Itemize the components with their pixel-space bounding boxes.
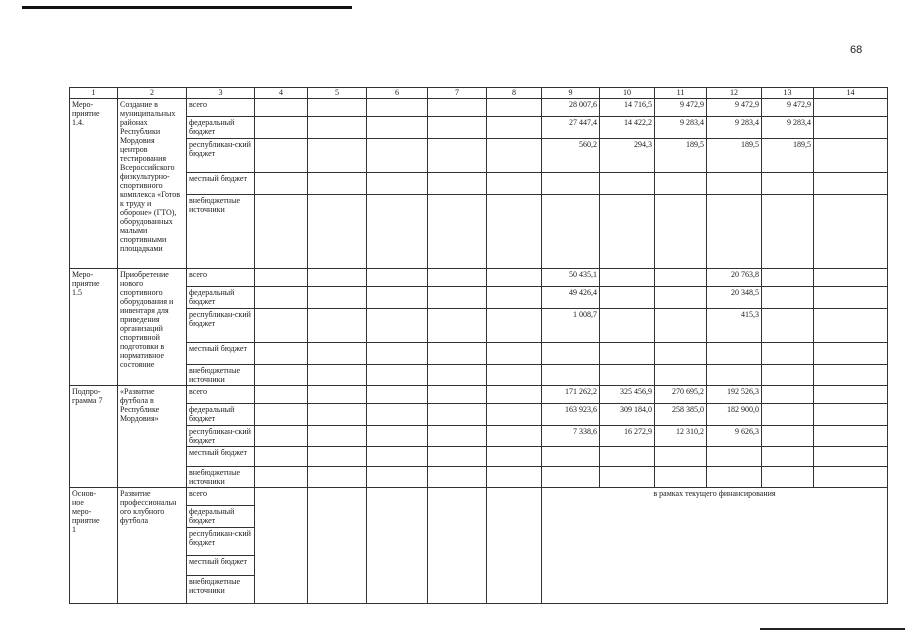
funding-source-cell: федеральный бюджет — [187, 117, 255, 139]
value-cell — [428, 139, 487, 173]
value-cell — [367, 195, 428, 269]
value-cell — [600, 447, 655, 467]
value-cell — [308, 426, 367, 447]
value-cell: 7 338,6 — [542, 426, 600, 447]
measure-name-cell: Создание в муниципальных районах Республики Мордовия центров тестирования Всероссийского физкультурно-спортивного комплекса «Готов к труду и обороне» (ГТО), оборудованных малыми спортивными площадками — [118, 99, 187, 269]
funding-source-cell: всего — [187, 386, 255, 404]
value-cell — [255, 195, 308, 269]
column-header: 10 — [600, 88, 655, 99]
value-cell: 9 283,4 — [707, 117, 762, 139]
measure-name-cell: Развитие профессиональн ого клубного футбола — [118, 488, 187, 604]
value-cell — [762, 386, 814, 404]
funding-source-cell: внебюджетные источники — [187, 365, 255, 386]
table-row — [70, 404, 888, 426]
value-cell — [308, 404, 367, 426]
value-cell — [542, 447, 600, 467]
value-cell — [655, 269, 707, 287]
value-cell — [367, 269, 428, 287]
value-cell — [428, 343, 487, 365]
funding-source-cell: федеральный бюджет — [187, 287, 255, 309]
value-cell — [255, 404, 308, 426]
value-cell — [428, 386, 487, 404]
value-cell — [308, 343, 367, 365]
scan-edge-mark-bottom — [760, 628, 905, 630]
value-cell — [542, 343, 600, 365]
value-cell — [814, 287, 888, 309]
value-cell — [814, 365, 888, 386]
value-cell — [600, 467, 655, 488]
table-row — [70, 467, 888, 488]
value-cell — [367, 365, 428, 386]
funding-source-cell: внебюджетные источники — [187, 467, 255, 488]
value-cell: 270 695,2 — [655, 386, 707, 404]
funding-source-cell: местный бюджет — [187, 343, 255, 365]
funding-source-cell: республикан-ский бюджет — [187, 426, 255, 447]
value-cell — [655, 447, 707, 467]
value-cell — [367, 309, 428, 343]
value-cell — [655, 195, 707, 269]
measure-code-cell: Меро- приятие 1.4. — [70, 99, 118, 269]
value-cell: 20 763,8 — [707, 269, 762, 287]
value-cell — [255, 426, 308, 447]
value-cell — [367, 447, 428, 467]
table-row — [70, 99, 888, 117]
value-cell — [367, 99, 428, 117]
value-cell — [367, 139, 428, 173]
value-cell — [428, 173, 487, 195]
value-cell — [487, 117, 542, 139]
value-cell — [655, 343, 707, 365]
value-cell — [707, 365, 762, 386]
value-cell — [487, 404, 542, 426]
table-row — [70, 269, 888, 287]
funding-source-cell: внебюджетные источники — [187, 195, 255, 269]
value-cell: 415,3 — [707, 309, 762, 343]
value-cell — [487, 99, 542, 117]
value-cell: 192 526,3 — [707, 386, 762, 404]
value-cell: 20 348,5 — [707, 287, 762, 309]
page-number: 68 — [850, 44, 863, 56]
value-cell: 28 007,6 — [542, 99, 600, 117]
value-cell — [600, 365, 655, 386]
value-cell — [428, 117, 487, 139]
value-cell: 14 422,2 — [600, 117, 655, 139]
value-cell — [814, 447, 888, 467]
value-cell — [762, 365, 814, 386]
column-header: 12 — [707, 88, 762, 99]
value-cell — [814, 195, 888, 269]
value-cell — [308, 447, 367, 467]
table-row — [70, 173, 888, 195]
value-cell: 9 472,9 — [762, 99, 814, 117]
funding-source-cell: республикан-ский бюджет — [187, 139, 255, 173]
value-cell — [367, 467, 428, 488]
column-header: 2 — [118, 88, 187, 99]
column-header: 13 — [762, 88, 814, 99]
value-cell: 9 472,9 — [707, 99, 762, 117]
value-cell — [600, 195, 655, 269]
value-cell — [487, 447, 542, 467]
column-header: 9 — [542, 88, 600, 99]
value-cell — [255, 99, 308, 117]
value-cell — [428, 404, 487, 426]
value-cell — [255, 386, 308, 404]
table-row — [70, 309, 888, 343]
value-cell: 9 472,9 — [655, 99, 707, 117]
value-cell — [542, 173, 600, 195]
value-cell — [428, 269, 487, 287]
value-cell — [255, 309, 308, 343]
value-cell — [762, 467, 814, 488]
value-cell — [308, 269, 367, 287]
value-cell — [308, 195, 367, 269]
value-cell — [428, 99, 487, 117]
value-cell: 171 262,2 — [542, 386, 600, 404]
value-cell — [600, 269, 655, 287]
value-cell — [367, 343, 428, 365]
measure-code-cell: Основ- ное меро- приятие 1 — [70, 488, 118, 604]
value-cell — [487, 365, 542, 386]
value-cell — [600, 343, 655, 365]
value-cell — [487, 426, 542, 447]
value-cell — [255, 287, 308, 309]
value-cell — [308, 386, 367, 404]
funding-source-cell: всего — [187, 269, 255, 287]
table-header-row — [70, 88, 888, 99]
value-cell — [542, 365, 600, 386]
value-cell — [487, 467, 542, 488]
value-cell — [255, 447, 308, 467]
value-cell: 9 283,4 — [762, 117, 814, 139]
value-cell — [308, 365, 367, 386]
empty-cell — [487, 488, 542, 604]
measure-name-cell: «Развитие футбола в Республике Мордовия» — [118, 386, 187, 488]
funding-source-cell: всего — [187, 488, 255, 506]
value-cell — [762, 447, 814, 467]
value-cell: 294,3 — [600, 139, 655, 173]
column-header: 14 — [814, 88, 888, 99]
value-cell — [814, 404, 888, 426]
value-cell — [428, 365, 487, 386]
table-row — [70, 488, 888, 506]
funding-source-cell: местный бюджет — [187, 173, 255, 195]
table-row — [70, 139, 888, 173]
value-cell — [814, 467, 888, 488]
value-cell — [255, 467, 308, 488]
empty-cell — [428, 488, 487, 604]
funding-source-cell: местный бюджет — [187, 447, 255, 467]
value-cell — [308, 173, 367, 195]
value-cell: 189,5 — [655, 139, 707, 173]
funding-source-cell: всего — [187, 99, 255, 117]
value-cell — [308, 117, 367, 139]
value-cell — [707, 173, 762, 195]
value-cell — [487, 287, 542, 309]
budget-table — [69, 87, 888, 604]
value-cell — [814, 173, 888, 195]
value-cell — [487, 195, 542, 269]
value-cell — [487, 173, 542, 195]
value-cell — [707, 195, 762, 269]
value-cell: 189,5 — [707, 139, 762, 173]
value-cell: 189,5 — [762, 139, 814, 173]
value-cell — [814, 386, 888, 404]
column-header: 5 — [308, 88, 367, 99]
value-cell — [255, 117, 308, 139]
value-cell — [428, 447, 487, 467]
financing-note: в рамках текущего финансирования — [542, 488, 888, 604]
empty-cell — [255, 488, 308, 604]
value-cell: 325 456,9 — [600, 386, 655, 404]
funding-source-cell: внебюджетные источники — [187, 576, 255, 604]
table-row — [70, 426, 888, 447]
value-cell — [814, 309, 888, 343]
value-cell — [487, 139, 542, 173]
value-cell — [308, 467, 367, 488]
value-cell: 1 008,7 — [542, 309, 600, 343]
value-cell — [814, 99, 888, 117]
value-cell: 309 184,0 — [600, 404, 655, 426]
value-cell — [762, 195, 814, 269]
value-cell — [367, 173, 428, 195]
column-header: 7 — [428, 88, 487, 99]
value-cell — [255, 269, 308, 287]
value-cell — [428, 467, 487, 488]
funding-source-cell: федеральный бюджет — [187, 404, 255, 426]
value-cell — [367, 287, 428, 309]
value-cell — [487, 269, 542, 287]
value-cell — [542, 467, 600, 488]
table-row — [70, 195, 888, 269]
value-cell — [762, 309, 814, 343]
value-cell: 163 923,6 — [542, 404, 600, 426]
value-cell — [308, 309, 367, 343]
funding-source-cell: республикан-ский бюджет — [187, 528, 255, 556]
measure-name-cell: Приобретение нового спортивного оборудования и инвентаря для приведения организаций спортивной подготовки в нормативное состояние — [118, 269, 187, 386]
column-header: 11 — [655, 88, 707, 99]
column-header: 1 — [70, 88, 118, 99]
table-row — [70, 287, 888, 309]
value-cell — [367, 404, 428, 426]
value-cell — [707, 467, 762, 488]
measure-code-cell: Подпро- грамма 7 — [70, 386, 118, 488]
value-cell — [255, 365, 308, 386]
value-cell — [487, 343, 542, 365]
value-cell — [600, 173, 655, 195]
value-cell — [600, 309, 655, 343]
table-row — [70, 343, 888, 365]
empty-cell — [367, 488, 428, 604]
value-cell — [814, 426, 888, 447]
value-cell: 49 426,4 — [542, 287, 600, 309]
value-cell: 182 900,0 — [707, 404, 762, 426]
value-cell — [762, 404, 814, 426]
value-cell: 9 283,4 — [655, 117, 707, 139]
value-cell — [542, 195, 600, 269]
value-cell — [367, 117, 428, 139]
value-cell: 560,2 — [542, 139, 600, 173]
value-cell — [762, 269, 814, 287]
value-cell — [655, 365, 707, 386]
value-cell — [762, 287, 814, 309]
value-cell: 14 716,5 — [600, 99, 655, 117]
column-header: 3 — [187, 88, 255, 99]
value-cell — [814, 117, 888, 139]
column-header: 4 — [255, 88, 308, 99]
value-cell — [308, 287, 367, 309]
value-cell — [487, 309, 542, 343]
value-cell — [655, 173, 707, 195]
value-cell — [707, 447, 762, 467]
funding-source-cell: республикан-ский бюджет — [187, 309, 255, 343]
funding-source-cell: местный бюджет — [187, 556, 255, 576]
value-cell: 50 435,1 — [542, 269, 600, 287]
column-header: 8 — [487, 88, 542, 99]
measure-code-cell: Меро- приятие 1.5 — [70, 269, 118, 386]
funding-source-cell: федеральный бюджет — [187, 506, 255, 528]
value-cell — [762, 173, 814, 195]
value-cell — [707, 343, 762, 365]
value-cell: 9 626,3 — [707, 426, 762, 447]
column-header: 6 — [367, 88, 428, 99]
value-cell — [600, 287, 655, 309]
value-cell — [428, 426, 487, 447]
value-cell — [762, 343, 814, 365]
table-row — [70, 447, 888, 467]
value-cell: 27 447,4 — [542, 117, 600, 139]
value-cell — [367, 386, 428, 404]
value-cell — [255, 343, 308, 365]
value-cell — [814, 269, 888, 287]
value-cell — [655, 467, 707, 488]
table-row — [70, 386, 888, 404]
value-cell: 16 272,9 — [600, 426, 655, 447]
value-cell — [814, 343, 888, 365]
empty-cell — [308, 488, 367, 604]
value-cell — [367, 426, 428, 447]
value-cell — [428, 195, 487, 269]
value-cell: 258 385,0 — [655, 404, 707, 426]
value-cell: 12 310,2 — [655, 426, 707, 447]
scan-edge-mark-top — [22, 6, 352, 9]
table-row — [70, 117, 888, 139]
value-cell — [255, 173, 308, 195]
value-cell — [655, 309, 707, 343]
value-cell — [308, 99, 367, 117]
value-cell — [814, 139, 888, 173]
value-cell — [655, 287, 707, 309]
value-cell — [308, 139, 367, 173]
value-cell — [255, 139, 308, 173]
value-cell — [428, 287, 487, 309]
table-row — [70, 365, 888, 386]
value-cell — [428, 309, 487, 343]
value-cell — [487, 386, 542, 404]
value-cell — [762, 426, 814, 447]
